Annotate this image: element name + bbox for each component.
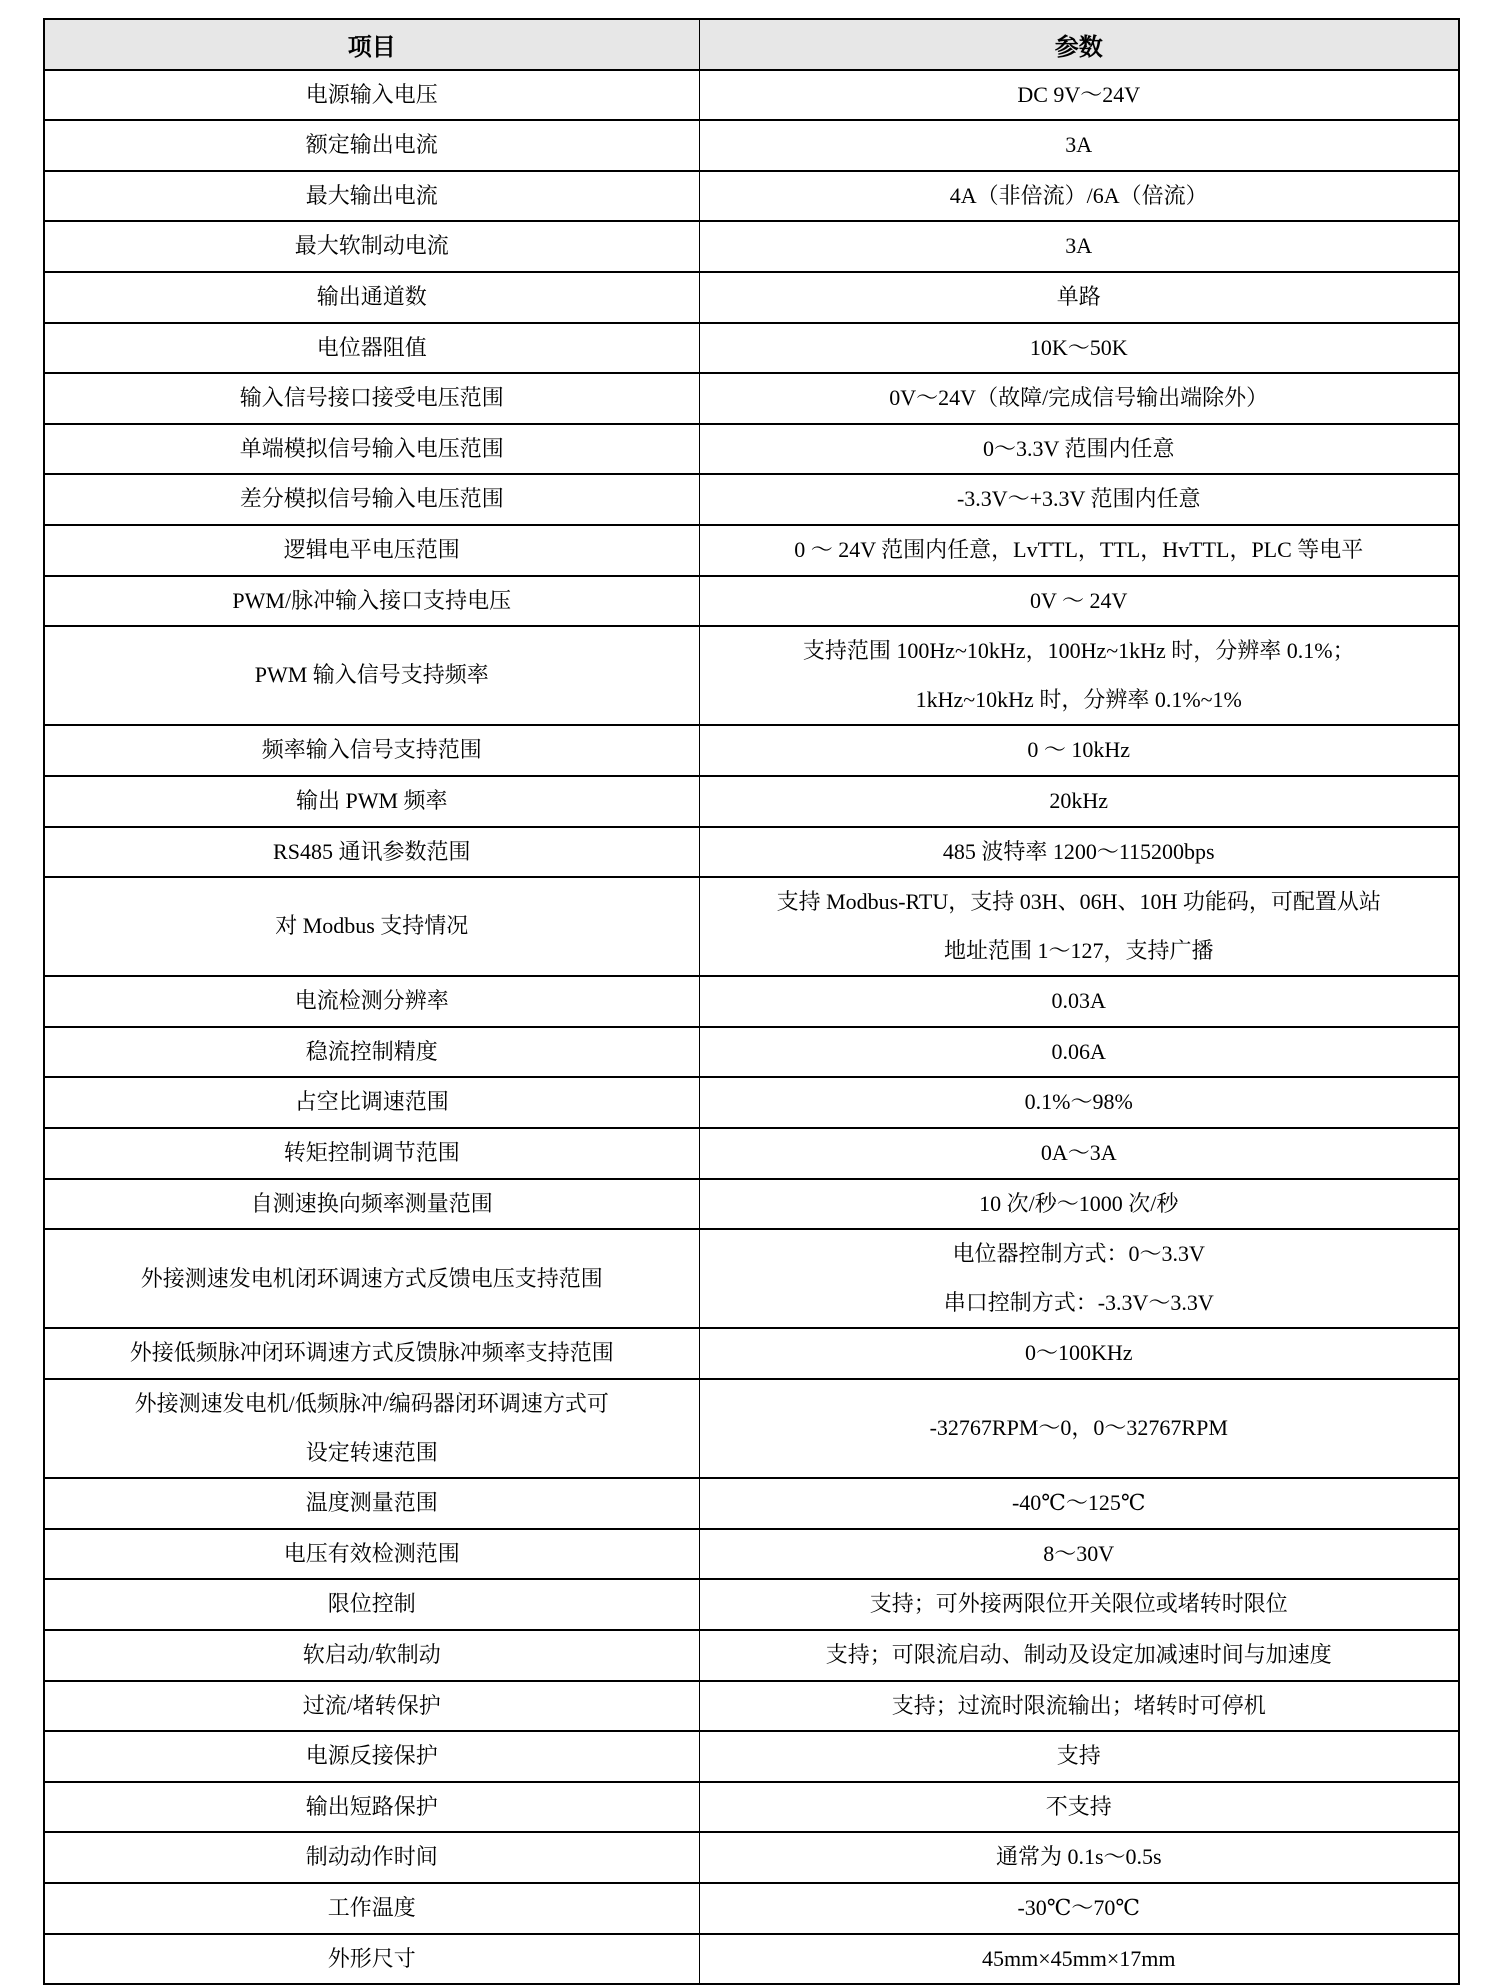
param-cell bbox=[699, 70, 1459, 121]
item-cell bbox=[44, 474, 699, 525]
table-row bbox=[44, 1681, 1459, 1732]
cell-line: 0V ～ 24V bbox=[1030, 587, 1128, 613]
cell-line: 10K～50K bbox=[1029, 334, 1128, 360]
cell-line: 外接测速发电机闭环调速方式反馈电压支持范围 bbox=[140, 1265, 603, 1291]
cell-line: 频率输入信号支持范围 bbox=[261, 737, 482, 763]
param-cell bbox=[699, 1579, 1459, 1630]
cell-line: -32767RPM～0，0～32767RPM bbox=[929, 1415, 1228, 1441]
table-row bbox=[44, 1027, 1459, 1078]
cell-line: 电压有效检测范围 bbox=[283, 1540, 460, 1566]
item-cell bbox=[44, 1731, 699, 1782]
item-cell bbox=[44, 1478, 699, 1529]
cell-line: 串口控制方式：-3.3V～3.3V bbox=[943, 1289, 1214, 1315]
param-cell bbox=[699, 1229, 1459, 1328]
cell-line: 1kHz~10kHz 时，分辨率 0.1%~1% bbox=[915, 686, 1242, 712]
cell-line: 0.06A bbox=[1051, 1038, 1106, 1064]
item-cell bbox=[44, 1077, 699, 1128]
item-cell bbox=[44, 1328, 699, 1379]
table-row bbox=[44, 474, 1459, 525]
item-cell bbox=[44, 1529, 699, 1580]
cell-line: PWM/脉冲输入接口支持电压 bbox=[232, 587, 512, 613]
item-cell bbox=[44, 1832, 699, 1883]
item-cell bbox=[44, 1179, 699, 1230]
table-row bbox=[44, 1478, 1459, 1529]
param-cell bbox=[699, 221, 1459, 272]
item-cell bbox=[44, 1379, 699, 1478]
table-row bbox=[44, 1731, 1459, 1782]
param-cell bbox=[699, 1379, 1459, 1478]
cell-line: 不支持 bbox=[1045, 1793, 1112, 1819]
param-cell bbox=[699, 776, 1459, 827]
param-cell bbox=[699, 1077, 1459, 1128]
param-cell bbox=[699, 323, 1459, 374]
table-row bbox=[44, 1529, 1459, 1580]
table-row bbox=[44, 1379, 1459, 1478]
item-cell bbox=[44, 221, 699, 272]
cell-line: 支持 Modbus-RTU，支持 03H、06H、10H 功能码，可配置从站 bbox=[776, 889, 1381, 915]
param-cell bbox=[699, 1681, 1459, 1732]
cell-line: 0.03A bbox=[1051, 988, 1106, 1014]
cell-line: 单端模拟信号输入电压范围 bbox=[239, 435, 504, 461]
item-cell bbox=[44, 1681, 699, 1732]
table-row bbox=[44, 1328, 1459, 1379]
param-cell bbox=[699, 474, 1459, 525]
param-cell bbox=[699, 1179, 1459, 1230]
param-cell bbox=[699, 1478, 1459, 1529]
item-cell bbox=[44, 827, 699, 878]
item-cell bbox=[44, 424, 699, 475]
cell-line: 设定转速范围 bbox=[305, 1439, 438, 1465]
header-cell-param: 参数 bbox=[699, 19, 1459, 70]
param-cell bbox=[699, 1782, 1459, 1833]
param-cell bbox=[699, 877, 1459, 976]
item-cell bbox=[44, 1934, 699, 1985]
table-row bbox=[44, 323, 1459, 374]
item-cell bbox=[44, 1128, 699, 1179]
cell-line: 逻辑电平电压范围 bbox=[283, 536, 460, 562]
table-row bbox=[44, 1579, 1459, 1630]
param-cell bbox=[699, 120, 1459, 171]
param-cell bbox=[699, 1027, 1459, 1078]
cell-line: 电源输入电压 bbox=[305, 81, 438, 107]
cell-line: 稳流控制精度 bbox=[305, 1038, 438, 1064]
item-cell bbox=[44, 1579, 699, 1630]
cell-line: 工作温度 bbox=[327, 1894, 416, 1920]
cell-line: 0 ～ 24V 范围内任意，LvTTL，TTL，HvTTL，PLC 等电平 bbox=[794, 536, 1364, 562]
cell-line: 10 次/秒～1000 次/秒 bbox=[979, 1190, 1179, 1216]
item-cell bbox=[44, 120, 699, 171]
table-row bbox=[44, 827, 1459, 878]
param-cell bbox=[699, 725, 1459, 776]
table-row bbox=[44, 877, 1459, 976]
cell-line: 3A bbox=[1065, 233, 1093, 259]
cell-line: 最大软制动电流 bbox=[294, 233, 449, 259]
cell-line: 对 Modbus 支持情况 bbox=[275, 913, 469, 939]
table-row bbox=[44, 725, 1459, 776]
cell-line: 外形尺寸 bbox=[327, 1945, 416, 1971]
cell-line: 电流检测分辨率 bbox=[294, 988, 449, 1014]
cell-line: 支持 bbox=[1056, 1743, 1101, 1769]
item-cell bbox=[44, 1883, 699, 1934]
cell-line: 输入信号接口接受电压范围 bbox=[239, 385, 504, 411]
table-row bbox=[44, 976, 1459, 1027]
param-cell bbox=[699, 1128, 1459, 1179]
table-row bbox=[44, 70, 1459, 121]
item-cell bbox=[44, 373, 699, 424]
param-cell bbox=[699, 1832, 1459, 1883]
param-cell bbox=[699, 171, 1459, 222]
cell-line: 输出短路保护 bbox=[305, 1793, 438, 1819]
table-row bbox=[44, 1883, 1459, 1934]
table-row bbox=[44, 1630, 1459, 1681]
table-row bbox=[44, 1128, 1459, 1179]
cell-line: 电位器阻值 bbox=[316, 334, 427, 360]
param-cell bbox=[699, 1731, 1459, 1782]
cell-line: 输出通道数 bbox=[316, 283, 427, 309]
cell-line: 0～3.3V 范围内任意 bbox=[983, 435, 1175, 461]
param-cell bbox=[699, 827, 1459, 878]
table-row bbox=[44, 120, 1459, 171]
item-cell bbox=[44, 272, 699, 323]
spec-table-header bbox=[44, 19, 1459, 70]
cell-line: 通常为 0.1s～0.5s bbox=[995, 1844, 1162, 1870]
cell-line: 电位器控制方式：0～3.3V bbox=[952, 1241, 1205, 1267]
table-row bbox=[44, 373, 1459, 424]
cell-line: 45mm×45mm×17mm bbox=[982, 1945, 1176, 1971]
table-row bbox=[44, 171, 1459, 222]
table-row bbox=[44, 424, 1459, 475]
cell-line: 电源反接保护 bbox=[305, 1743, 438, 1769]
cell-line: 4A（非倍流）/6A（倍流） bbox=[949, 182, 1208, 208]
item-cell bbox=[44, 70, 699, 121]
cell-line: 最大输出电流 bbox=[305, 182, 438, 208]
param-cell bbox=[699, 1328, 1459, 1379]
cell-line: 8～30V bbox=[1043, 1540, 1115, 1566]
table-row bbox=[44, 1782, 1459, 1833]
param-cell bbox=[699, 976, 1459, 1027]
item-cell bbox=[44, 171, 699, 222]
param-cell bbox=[699, 576, 1459, 627]
cell-line: 0～100KHz bbox=[1024, 1340, 1133, 1366]
table-row bbox=[44, 221, 1459, 272]
table-row bbox=[44, 272, 1459, 323]
item-cell bbox=[44, 976, 699, 1027]
cell-line: 支持；过流时限流输出；堵转时可停机 bbox=[891, 1692, 1266, 1718]
cell-line: DC 9V～24V bbox=[1017, 81, 1141, 107]
item-cell bbox=[44, 1027, 699, 1078]
param-cell bbox=[699, 626, 1459, 725]
cell-line: 输出 PWM 频率 bbox=[295, 787, 448, 813]
cell-line: 0V～24V（故障/完成信号输出端除外） bbox=[889, 385, 1269, 411]
cell-line: PWM 输入信号支持频率 bbox=[254, 662, 489, 688]
item-cell bbox=[44, 576, 699, 627]
cell-line: -30℃～70℃ bbox=[1017, 1894, 1141, 1920]
param-cell bbox=[699, 1529, 1459, 1580]
cell-line: 过流/堵转保护 bbox=[302, 1692, 441, 1718]
table-row bbox=[44, 1077, 1459, 1128]
param-cell bbox=[699, 424, 1459, 475]
cell-line: 0 ～ 10kHz bbox=[1027, 737, 1131, 763]
table-row bbox=[44, 1832, 1459, 1883]
table-row bbox=[44, 1229, 1459, 1328]
cell-line: RS485 通讯参数范围 bbox=[273, 838, 471, 864]
cell-line: 3A bbox=[1065, 132, 1093, 158]
item-cell bbox=[44, 877, 699, 976]
cell-line: 外接低频脉冲闭环调速方式反馈脉冲频率支持范围 bbox=[129, 1340, 614, 1366]
table-row bbox=[44, 1934, 1459, 1985]
spec-table bbox=[43, 18, 1460, 1985]
table-row bbox=[44, 626, 1459, 725]
table-row bbox=[44, 776, 1459, 827]
param-cell bbox=[699, 1630, 1459, 1681]
cell-line: 温度测量范围 bbox=[305, 1490, 438, 1516]
cell-line: 485 波特率 1200～115200bps bbox=[942, 838, 1215, 864]
cell-line: 地址范围 1～127，支持广播 bbox=[943, 937, 1214, 963]
header-row bbox=[44, 19, 1459, 70]
cell-line: 软启动/软制动 bbox=[302, 1642, 441, 1667]
cell-line: 20kHz bbox=[1049, 787, 1109, 813]
cell-line: 额定输出电流 bbox=[305, 132, 438, 158]
param-cell bbox=[699, 1883, 1459, 1934]
cell-line: 自测速换向频率测量范围 bbox=[250, 1190, 493, 1216]
cell-line: 转矩控制调节范围 bbox=[283, 1140, 460, 1166]
cell-line: 制动动作时间 bbox=[305, 1844, 438, 1870]
item-cell bbox=[44, 626, 699, 725]
item-cell bbox=[44, 1229, 699, 1328]
cell-line: 外接测速发电机/低频脉冲/编码器闭环调速方式可 bbox=[134, 1391, 609, 1417]
item-cell bbox=[44, 1630, 699, 1681]
table-row bbox=[44, 576, 1459, 627]
header-cell-item: 项目 bbox=[44, 19, 699, 70]
item-cell bbox=[44, 776, 699, 827]
param-cell bbox=[699, 1934, 1459, 1985]
cell-line: 限位控制 bbox=[327, 1591, 416, 1617]
spec-table-body bbox=[44, 70, 1459, 1985]
table-row bbox=[44, 1179, 1459, 1230]
cell-line: 0.1%～98% bbox=[1024, 1089, 1133, 1115]
cell-line: 占空比调速范围 bbox=[294, 1089, 449, 1115]
param-cell bbox=[699, 272, 1459, 323]
cell-line: -3.3V～+3.3V 范围内任意 bbox=[956, 486, 1201, 512]
cell-line: 支持；可外接两限位开关限位或堵转时限位 bbox=[869, 1591, 1288, 1617]
cell-line: 差分模拟信号输入电压范围 bbox=[239, 486, 504, 512]
cell-line: 支持范围 100Hz~10kHz，100Hz~1kHz 时，分辨率 0.1%； bbox=[802, 638, 1355, 664]
item-cell bbox=[44, 525, 699, 576]
table-row bbox=[44, 525, 1459, 576]
cell-line: -40℃～125℃ bbox=[1011, 1490, 1146, 1516]
param-cell bbox=[699, 525, 1459, 576]
item-cell bbox=[44, 725, 699, 776]
item-cell bbox=[44, 323, 699, 374]
cell-line: 支持；可限流启动、制动及设定加减速时间与加速度 bbox=[825, 1642, 1332, 1667]
cell-line: 单路 bbox=[1056, 283, 1101, 309]
cell-line: 0A～3A bbox=[1040, 1140, 1117, 1166]
item-cell bbox=[44, 1782, 699, 1833]
param-cell bbox=[699, 373, 1459, 424]
